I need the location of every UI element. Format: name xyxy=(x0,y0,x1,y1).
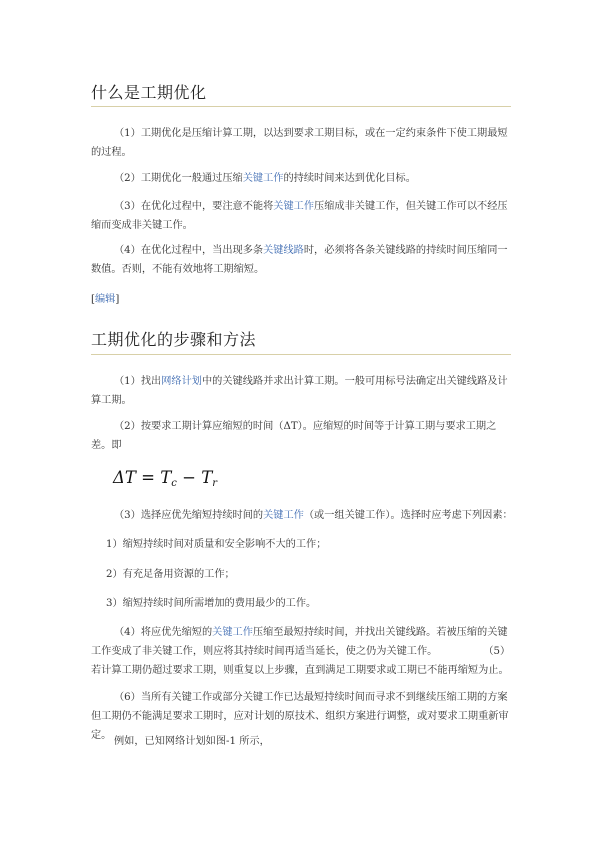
factor-2: 2）有充足备用资源的工作； xyxy=(106,569,235,580)
formula-tr-sub: r xyxy=(212,478,217,489)
step-3 xyxy=(91,506,513,525)
formula-tr: T xyxy=(201,468,213,487)
step-6: （6）当所有关键工作或部分关键工作已达最短持续时间而寻求不到继续压缩工期的方案但工期仍不能满足要求工期时，应对计划的原技术、组织方案进行调整，或对要求工期重新审定。 xyxy=(91,692,509,741)
formula-lhs: ΔT xyxy=(113,468,136,487)
edit-bracket-close: ] xyxy=(115,294,120,305)
link-key-work[interactable]: 关键工作 xyxy=(273,201,315,212)
step-1-text-a: （1）找出 xyxy=(114,376,162,387)
paragraph-2-text-a: （2）工期优化一般通过压缩 xyxy=(114,173,243,184)
heading-divider xyxy=(91,354,511,355)
step-4-text-a: （4）将应优先缩短的 xyxy=(114,627,213,638)
step-2: （2）按要求工期计算应缩短的时间（ΔT）。应缩短的时间等于计算工期与要求工期之差。即 xyxy=(91,421,497,451)
section-heading-steps: 工期优化的步骤和方法 xyxy=(91,330,257,349)
paragraph-4-text-a: （4）在优化过程中，当出现多条 xyxy=(114,245,264,256)
step-4-and-5 xyxy=(91,623,513,680)
formula-tc: T xyxy=(160,468,172,487)
heading-divider xyxy=(91,106,511,107)
step-4-text-b: 压缩至最短持续时间，并找出关键线路。若被压缩的关键工作变成了非关键工作，则应将其持续时间再适当延长，使之仍为关键工作。 xyxy=(91,627,508,657)
formula-delta-t xyxy=(113,468,217,489)
paragraph-4 xyxy=(91,241,513,279)
edit-link[interactable]: 编辑 xyxy=(94,294,116,305)
step-1 xyxy=(91,372,513,410)
paragraph-3-text-b: 压缩成非关键工作，但关键工作可以不经压缩而变成非关键工作。 xyxy=(91,201,508,231)
paragraph-3-text-a: （3）在优化过程中，要注意不能将 xyxy=(114,201,274,212)
step-5-text: （5）若计算工期仍超过要求工期，则重复以上步骤，直到满足工期要求或工期已不能再缩短为止。 xyxy=(91,646,511,676)
factor-3: 3）缩短持续时间所需增加的费用最少的工作。 xyxy=(106,598,317,609)
formula-tc-sub: c xyxy=(171,478,177,489)
paragraph-4-text-b: 时，必须将各条关键线路的持续时间压缩同一数值。否则，不能有效地将工期缩短。 xyxy=(91,245,508,275)
factor-1: 1）缩短持续时间对质量和安全影响不大的工作； xyxy=(106,539,327,550)
example-intro: 例如，已知网络计划如图-1 所示， xyxy=(114,736,270,747)
step-3-text-b: （或一组关键工作）。选择时应考虑下列因素： xyxy=(303,510,513,521)
paragraph-2 xyxy=(91,169,513,188)
paragraph-3 xyxy=(91,197,513,235)
link-key-path[interactable]: 关键线路 xyxy=(263,245,304,256)
step-3-text-a: （3）选择应优先缩短持续时间的 xyxy=(114,510,264,521)
formula-minus: − xyxy=(176,468,202,487)
formula-eq: = xyxy=(135,468,161,487)
link-key-work[interactable]: 关键工作 xyxy=(212,627,253,638)
paragraph-1: （1）工期优化是压缩计算工期，以达到要求工期目标，或在一定约束条件下使工期最短的过程。 xyxy=(91,128,508,158)
link-key-work[interactable]: 关键工作 xyxy=(242,173,284,184)
edit-section-link[interactable] xyxy=(91,290,119,305)
link-key-work[interactable]: 关键工作 xyxy=(263,510,304,521)
step-1-text-b: 中的关键线路并求出计算工期。一般可用标号法确定出关键线路及计算工期。 xyxy=(91,376,508,406)
paragraph-2-text-b: 的持续时间来达到优化目标。 xyxy=(283,173,416,184)
section-heading-what-is: 什么是工期优化 xyxy=(91,83,207,102)
link-network-plan[interactable]: 网络计划 xyxy=(161,376,202,387)
edit-bracket-open: [ xyxy=(91,294,95,305)
